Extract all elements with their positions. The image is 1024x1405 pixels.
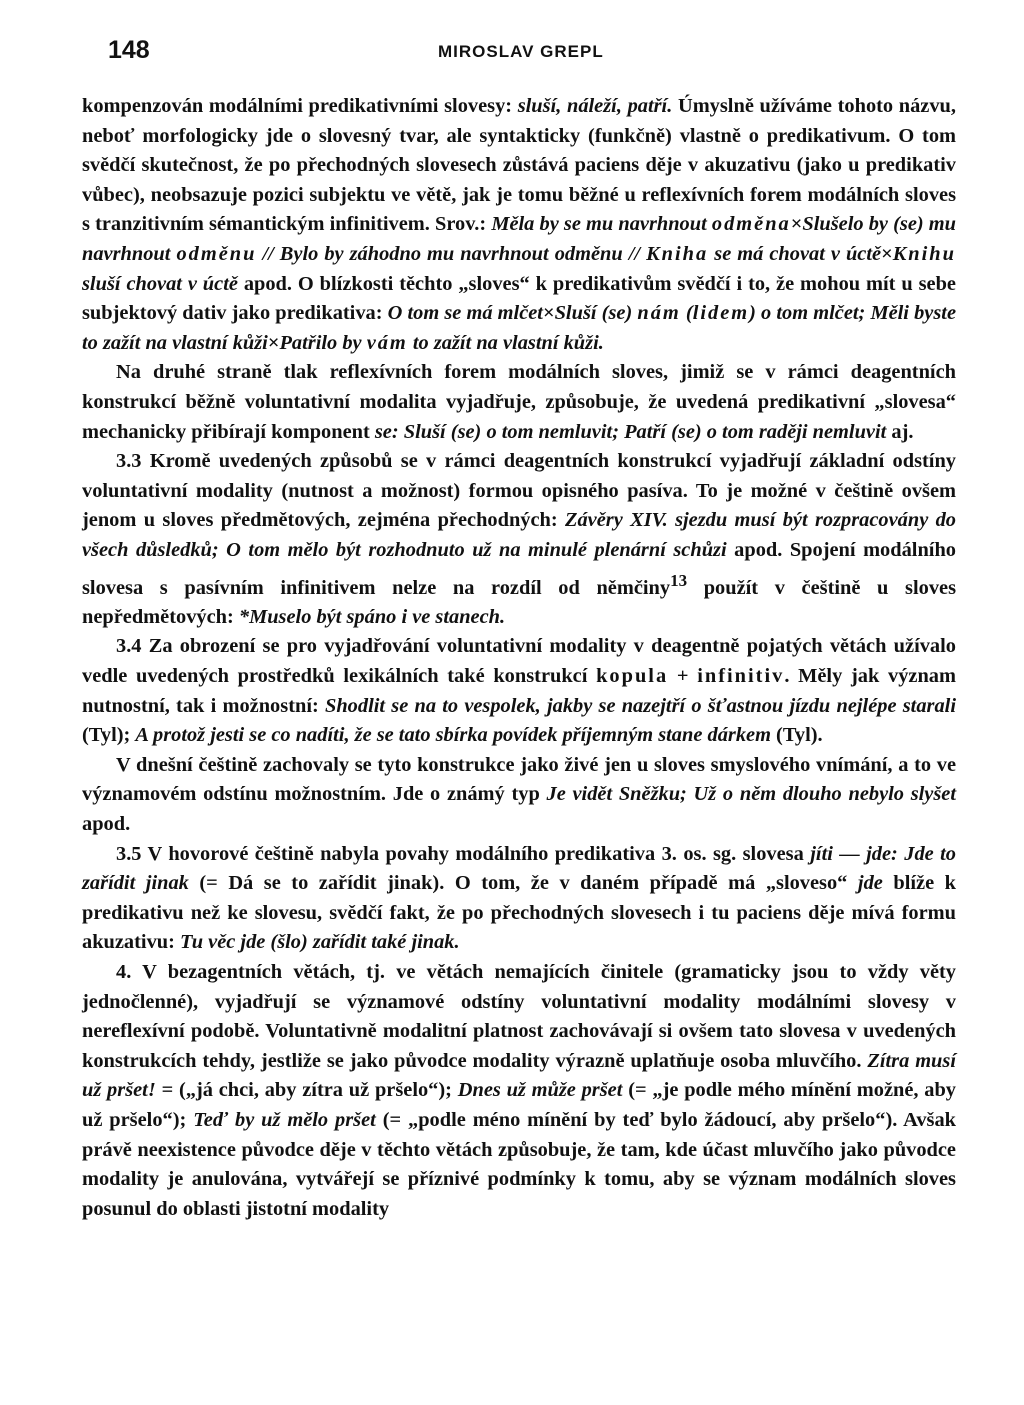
- text-run: blíže k predikativu než ke slovesu, svědčí fakt, že po přechodných slovesech i tu paciens děje mívá formu akuzativu:: [82, 872, 957, 954]
- example-italic: (: [680, 302, 693, 325]
- text-run: (= Dá se to zařídit jinak). O tom, že v daném případě má „sloveso“: [188, 872, 858, 895]
- term-spaced: infinitiv: [697, 665, 785, 688]
- paragraph-3-4: [82, 632, 956, 750]
- example-italic: sluší chovat v úctě: [82, 272, 238, 295]
- example-italic: *Muselo být spáno i ve stanech.: [238, 605, 506, 628]
- example-italic: Závěry XIV. sjezdu musí být rozpracovány do všech důsledků; O tom mělo být rozhodnuto už na minulé plenární schůzi: [82, 509, 956, 561]
- example-spaced: Knihu: [892, 242, 956, 265]
- example-italic: sluší, náleží, patří.: [517, 95, 673, 117]
- text-run: = („já chci, aby zítra už pršelo“);: [155, 1079, 458, 1102]
- example-spaced: odměnu: [176, 242, 257, 265]
- text-run: . Měly jak význam nutnostní, tak i možnostní:: [82, 665, 956, 717]
- text-run: 3.5 V hovorové češtině nabyla povahy modálního predikativa 3. os. sg. slovesa: [116, 842, 811, 865]
- example-italic: O tom se má mlčet: [387, 302, 543, 325]
- example-italic: Tu věc jde (šlo) zařídit také jinak.: [180, 931, 460, 954]
- example-italic: ) o tom mlčet; Měli byste to zažít na vlastní kůži: [82, 302, 956, 354]
- example-italic: Patřilo by: [279, 331, 367, 354]
- text-run: (Tyl).: [770, 724, 823, 747]
- example-italic: Je vidět Sněžku; Už o něm dlouho nebylo slyšet: [546, 783, 956, 806]
- text-run: +: [668, 665, 698, 688]
- example-italic: Zítra musí už pršet!: [82, 1049, 956, 1102]
- example-italic: to zažít na vlastní kůži.: [407, 331, 604, 354]
- example-spaced: odměna: [711, 213, 791, 236]
- text-run: (Tyl);: [82, 724, 136, 747]
- text-run: apod. Spojení modálního slovesa s pasívním infinitivem nelze na rozdíl od němčiny: [82, 538, 956, 599]
- contrast-sign: ×: [542, 302, 555, 325]
- text-run: aj.: [886, 420, 914, 443]
- text-run: (= „je podle mého mínění možné, aby už pršelo“);: [82, 1079, 957, 1131]
- paragraph-3-3: [82, 447, 956, 632]
- example-italic: se má chovat v úctě: [708, 242, 882, 265]
- page-number: 148: [108, 36, 150, 64]
- example-italic: jíti — jde: Jde to zařídit jinak: [82, 842, 956, 895]
- example-italic: Teď by už mělo pršet: [193, 1108, 376, 1131]
- term-spaced: kopula: [596, 665, 669, 688]
- example-italic: Slušelo by (se) mu navrhnout: [82, 213, 956, 265]
- example-italic: A protož jesti se co nadíti, že se tato sbírka povídek příjemným stane dárkem: [135, 724, 771, 747]
- running-head: MIROSLAV GREPL: [438, 42, 604, 61]
- body-text: [82, 92, 956, 1224]
- example-italic: Dnes už může pršet: [457, 1079, 623, 1102]
- example-italic: Sluší (se): [554, 302, 638, 325]
- text-run: 4. V bezagentních větách, tj. ve větách nemajících činitele (gramaticky jsou to vždy věty jednočlenné), vyjadřují se významové odstíny voluntativní modality modálními slovesy v nereflexívní podobě. Voluntativně modalitní platnost zachovávají si ovšem tato slovesa v uvedených konstrukcích tehdy, jestliže se jako původce modality výrazně uplatňuje osoba mluvčího.: [82, 961, 956, 1072]
- text-run: Na druhé straně tlak reflexívních forem modálních sloves, jimiž se v rámci deagentních konstrukcí běžně voluntativní modalita vyjadřuje, způsobuje, že uvedená predikativní „slovesa“ mechanicky přibírají komponent: [82, 361, 956, 443]
- page-header: [108, 36, 952, 72]
- contrast-sign: ×: [267, 331, 280, 354]
- text-run: Úmyslně užíváme tohoto názvu, neboť morfologicky jde o slovesný tvar, ale syntakticky (funkčně) vlastně o predikativum. O tom svědčí skutečnost, že po přechodných slovesech zůstává paciens děje v akuzativu (jako u predikativ vůbec), neobsazuje pozici subjektu ve větě, jak je tomu běžné u reflexívních forem modálních sloves s tranzitivním sémantickým infinitivem. Srov.:: [82, 95, 956, 236]
- example-italic: Měla by se mu navrhnout: [491, 213, 712, 236]
- text-run: apod.: [82, 813, 131, 836]
- text-run: kompenzován modálními predikativními slovesy:: [82, 95, 518, 117]
- paragraph-2: [82, 358, 956, 447]
- text-run: 3.4 Za obrození se pro vyjadřování voluntativní modality v deagentně pojatých větách užívalo vedle uvedených prostředků lexikálních také konstrukcí: [82, 635, 956, 688]
- example-italic: // Bylo by záhodno mu navrhnout odměnu //: [256, 242, 647, 265]
- example-italic: jde: [857, 872, 883, 895]
- contrast-sign: ×: [881, 242, 893, 265]
- text-run: apod. O blízkosti těchto „sloves“ k predikativům svědčí i to, že mohou mít u sebe subjektový dativ jako predikativa:: [82, 272, 956, 325]
- example-italic: Shodlit se na to vespolek, jakby se nazejtří o šťastnou jízdu nejlépe starali: [325, 694, 956, 717]
- text-run: (= „podle méno mínění by teď bylo žádoucí, aby pršelo“). Avšak právě neexistence původce děje v těchto větách způsobuje, že tam, kde účast mluvčího jako původce modality je anulována, vytvářejí se příznivé podmínky k tomu, aby se význam modálních sloves posunul do oblasti jistotní modality: [82, 1108, 956, 1220]
- example-spaced: Kniha: [646, 242, 709, 265]
- example-italic: se: Sluší (se) o tom nemluvit; Patří (se) o tom raději nemluvit: [374, 420, 887, 443]
- paragraph-1: [82, 92, 956, 358]
- text-run: 3.3 Kromě uvedených způsobů se v rámci deagentních konstrukcí vyjadřují základní odstíny voluntativní modality (nutnost a možnost) formou opisného pasíva. To je možné v češtině ovšem jenom u sloves předmětových, zejména přechodných:: [82, 450, 956, 532]
- example-spaced: lidem: [692, 302, 750, 325]
- contrast-sign: ×: [790, 213, 803, 236]
- paragraph-4: [82, 958, 956, 1224]
- text-run: použít v češtině u sloves nepředmětových:: [82, 576, 956, 628]
- example-spaced: vám: [366, 331, 408, 354]
- example-spaced: nám: [637, 302, 681, 325]
- paragraph-3-4-cont: [82, 751, 956, 840]
- text-run: V dnešní češtině zachovaly se tyto konstrukce jako živé jen u sloves smyslového vnímání, a to ve významovém odstínu možnostním. Jde o známý typ: [82, 753, 956, 806]
- paragraph-3-5: [82, 840, 956, 958]
- footnote-ref: 13: [670, 570, 688, 590]
